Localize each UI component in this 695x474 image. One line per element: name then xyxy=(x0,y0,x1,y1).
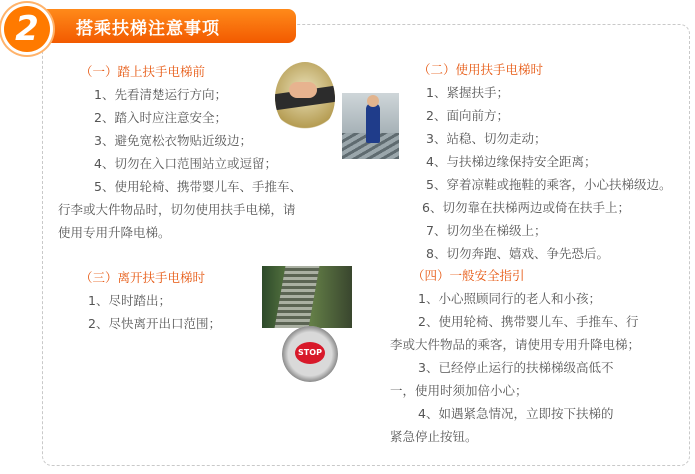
hand-shape xyxy=(289,82,317,98)
escalator-belt-shape xyxy=(275,266,320,328)
list-item: 4、如遇紧急情况，立即按下扶梯的 xyxy=(418,406,614,421)
list-item: 1、尽时踏出； xyxy=(88,293,171,308)
section-leaving xyxy=(80,266,221,335)
handrail-photo xyxy=(275,62,335,134)
section-number-badge: 2 xyxy=(4,6,50,52)
list-item: 2、踏入时应注意安全； xyxy=(94,110,227,125)
section-before-boarding xyxy=(58,60,302,244)
list-item: 2、面向前方； xyxy=(426,108,509,123)
list-item: 3、避免宽松衣物贴近级边； xyxy=(94,133,252,148)
person-head-shape xyxy=(367,95,379,107)
section-title: （四）一般安全指引 xyxy=(412,268,525,283)
person-shape xyxy=(366,103,380,143)
list-item: 一，使用时须加倍小心； xyxy=(390,383,528,398)
list-item: 6、切勿靠在扶梯两边或倚在扶手上； xyxy=(422,200,630,215)
list-item: 1、先看清楚运行方向； xyxy=(94,87,227,102)
list-item: 7、切勿坐在梯级上； xyxy=(426,223,547,238)
list-item: 2、尽快离开出口范围； xyxy=(88,316,221,331)
section-title: （一）踏上扶手电梯前 xyxy=(80,64,206,79)
list-item: 使用专用升降电梯。 xyxy=(58,225,171,240)
section-while-riding xyxy=(418,58,671,265)
list-item: 4、切勿在入口范围站立或逗留； xyxy=(94,156,277,171)
list-item: 5、穿着凉鞋或拖鞋的乘客，小心扶梯级边。 xyxy=(426,177,672,192)
section-title: （二）使用扶手电梯时 xyxy=(418,62,544,77)
list-item: 李或大件物品的乘客，请使用专用升降电梯； xyxy=(390,337,641,352)
section-title: （三）离开扶手电梯时 xyxy=(80,270,206,285)
page-title: 搭乘扶梯注意事项 xyxy=(76,19,220,39)
list-item: 行李或大件物品时，切勿使用扶手电梯，请 xyxy=(58,202,296,217)
list-item: 1、紧握扶手； xyxy=(426,85,509,100)
list-item: 3、站稳、切勿走动； xyxy=(426,131,547,146)
list-item: 1、小心照顾同行的老人和小孩； xyxy=(418,291,601,306)
escalator-rider-photo xyxy=(342,93,399,159)
section-general-safety xyxy=(390,264,640,448)
list-item: 5、使用轮椅、携带婴儿车、手推车、 xyxy=(94,179,302,194)
list-item: 3、已经停止运行的扶梯梯级高低不 xyxy=(418,360,614,375)
escalator-exit-photo xyxy=(262,266,352,328)
list-item: 紧急停止按钮。 xyxy=(390,429,478,444)
list-item: 4、与扶梯边缘保持安全距离； xyxy=(426,154,597,169)
list-item: 2、使用轮椅、携带婴儿车、手推车、行 xyxy=(418,314,639,329)
list-item: 8、切勿奔跑、嬉戏、争先恐后。 xyxy=(426,246,609,261)
stop-button-icon: STOP xyxy=(295,342,325,364)
